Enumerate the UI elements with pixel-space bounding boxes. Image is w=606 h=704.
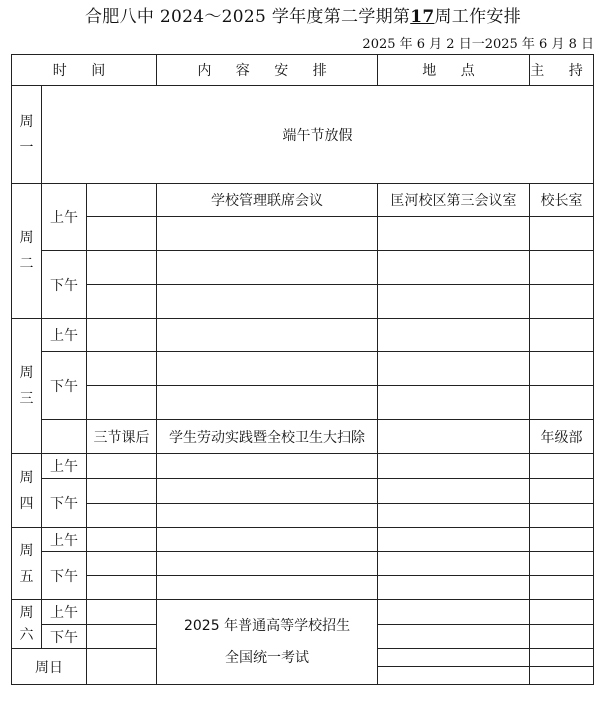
day-monday: 周 一 — [12, 86, 42, 184]
empty-cell — [157, 552, 378, 576]
wednesday-row-1 — [12, 319, 594, 352]
empty-cell — [157, 386, 378, 420]
empty-cell — [87, 552, 157, 576]
empty-cell — [87, 285, 157, 319]
empty-cell — [530, 217, 594, 251]
header-host: 主 持 — [530, 55, 594, 86]
monday-holiday: 端午节放假 — [42, 86, 594, 184]
empty-cell — [87, 352, 157, 386]
empty-cell — [530, 625, 594, 649]
empty-cell — [378, 649, 530, 667]
empty-cell — [378, 504, 530, 528]
title-prefix: 合肥八中 2024～2025 学年度第二学期第 — [85, 7, 411, 27]
empty-cell — [157, 504, 378, 528]
empty-cell — [530, 454, 594, 479]
title-week-number: 17 — [410, 7, 435, 27]
wednesday-cleaning-location — [378, 420, 530, 454]
empty-cell — [530, 319, 594, 352]
header-content: 内 容 安 排 — [157, 55, 378, 86]
day-tuesday: 周 二 — [12, 184, 42, 319]
empty-cell — [42, 420, 87, 454]
thursday-afternoon-label: 下午 — [42, 479, 87, 528]
empty-cell — [378, 386, 530, 420]
date-range: 2025 年 6 月 2 日一2025 年 6 月 8 日 — [362, 37, 594, 52]
day-wednesday: 周 三 — [12, 319, 42, 454]
empty-cell — [378, 552, 530, 576]
empty-cell — [87, 479, 157, 504]
thursday-row-1 — [12, 454, 594, 479]
title-suffix: 周工作安排 — [434, 7, 521, 27]
tuesday-row-2 — [12, 217, 594, 251]
tuesday-meeting-host: 校长室 — [530, 184, 594, 217]
empty-cell — [530, 649, 594, 667]
wednesday-cleaning-time: 三节课后 — [87, 420, 157, 454]
tuesday-time-cell — [87, 184, 157, 217]
empty-cell — [87, 251, 157, 285]
empty-cell — [530, 552, 594, 576]
empty-cell — [530, 251, 594, 285]
empty-cell — [378, 528, 530, 552]
empty-cell — [378, 352, 530, 386]
friday-row-3 — [12, 576, 594, 600]
empty-cell — [378, 251, 530, 285]
tuesday-row-3 — [12, 251, 594, 285]
empty-cell — [157, 479, 378, 504]
empty-cell — [378, 454, 530, 479]
tuesday-morning-label: 上午 — [42, 184, 87, 251]
empty-cell — [378, 319, 530, 352]
empty-cell — [530, 386, 594, 420]
empty-cell — [378, 667, 530, 685]
tuesday-meeting-content: 学校管理联席会议 — [157, 184, 378, 217]
exam-line-1: 2025 年普通高等学校招生 — [183, 618, 351, 634]
empty-cell — [87, 649, 157, 685]
empty-cell — [530, 528, 594, 552]
wednesday-row-2 — [12, 352, 594, 386]
empty-cell — [87, 217, 157, 251]
empty-cell — [378, 576, 530, 600]
empty-cell — [530, 352, 594, 386]
empty-cell — [87, 319, 157, 352]
wednesday-row-4 — [12, 420, 594, 454]
national-exam — [157, 600, 378, 685]
saturday-row-1 — [12, 600, 594, 625]
tuesday-row-4 — [12, 285, 594, 319]
empty-cell — [87, 454, 157, 479]
empty-cell — [87, 504, 157, 528]
wednesday-afternoon-label: 下午 — [42, 352, 87, 420]
empty-cell — [378, 285, 530, 319]
friday-afternoon-label: 下午 — [42, 552, 87, 600]
empty-cell — [530, 667, 594, 685]
empty-cell — [530, 285, 594, 319]
empty-cell — [530, 504, 594, 528]
header-location: 地 点 — [378, 55, 530, 86]
header-time: 时 间 — [12, 55, 157, 86]
empty-cell — [530, 600, 594, 625]
empty-cell — [157, 454, 378, 479]
empty-cell — [157, 576, 378, 600]
thursday-morning-label: 上午 — [42, 454, 87, 479]
wednesday-morning-label: 上午 — [42, 319, 87, 352]
empty-cell — [378, 600, 530, 625]
day-sunday: 周日 — [12, 649, 87, 685]
wednesday-row-3 — [12, 386, 594, 420]
monday-row — [12, 86, 594, 184]
tuesday-meeting-location: 匡河校区第三会议室 — [378, 184, 530, 217]
empty-cell — [530, 479, 594, 504]
empty-cell — [87, 625, 157, 649]
empty-cell — [378, 625, 530, 649]
empty-cell — [157, 285, 378, 319]
exam-line-2: 全国统一考试 — [225, 650, 310, 666]
empty-cell — [157, 352, 378, 386]
empty-cell — [87, 528, 157, 552]
empty-cell — [157, 251, 378, 285]
empty-cell — [87, 600, 157, 625]
friday-morning-label: 上午 — [42, 528, 87, 552]
empty-cell — [378, 479, 530, 504]
wednesday-cleaning-host: 年级部 — [530, 420, 594, 454]
empty-cell — [157, 319, 378, 352]
friday-row-1 — [12, 528, 594, 552]
friday-row-2 — [12, 552, 594, 576]
wednesday-cleaning-content: 学生劳动实践暨全校卫生大扫除 — [157, 420, 378, 454]
empty-cell — [157, 528, 378, 552]
tuesday-afternoon-label: 下午 — [42, 251, 87, 319]
empty-cell — [378, 217, 530, 251]
empty-cell — [157, 217, 378, 251]
day-thursday: 周 四 — [12, 454, 42, 528]
empty-cell — [87, 386, 157, 420]
saturday-afternoon-label: 下午 — [42, 625, 87, 649]
day-saturday: 周 六 — [12, 600, 42, 649]
document-title — [0, 2, 606, 27]
thursday-row-3 — [12, 504, 594, 528]
empty-cell — [530, 576, 594, 600]
day-friday: 周 五 — [12, 528, 42, 600]
header-row — [12, 55, 594, 86]
tuesday-row-1 — [12, 184, 594, 217]
saturday-morning-label: 上午 — [42, 600, 87, 625]
thursday-row-2 — [12, 479, 594, 504]
schedule-table — [11, 54, 594, 685]
empty-cell — [87, 576, 157, 600]
